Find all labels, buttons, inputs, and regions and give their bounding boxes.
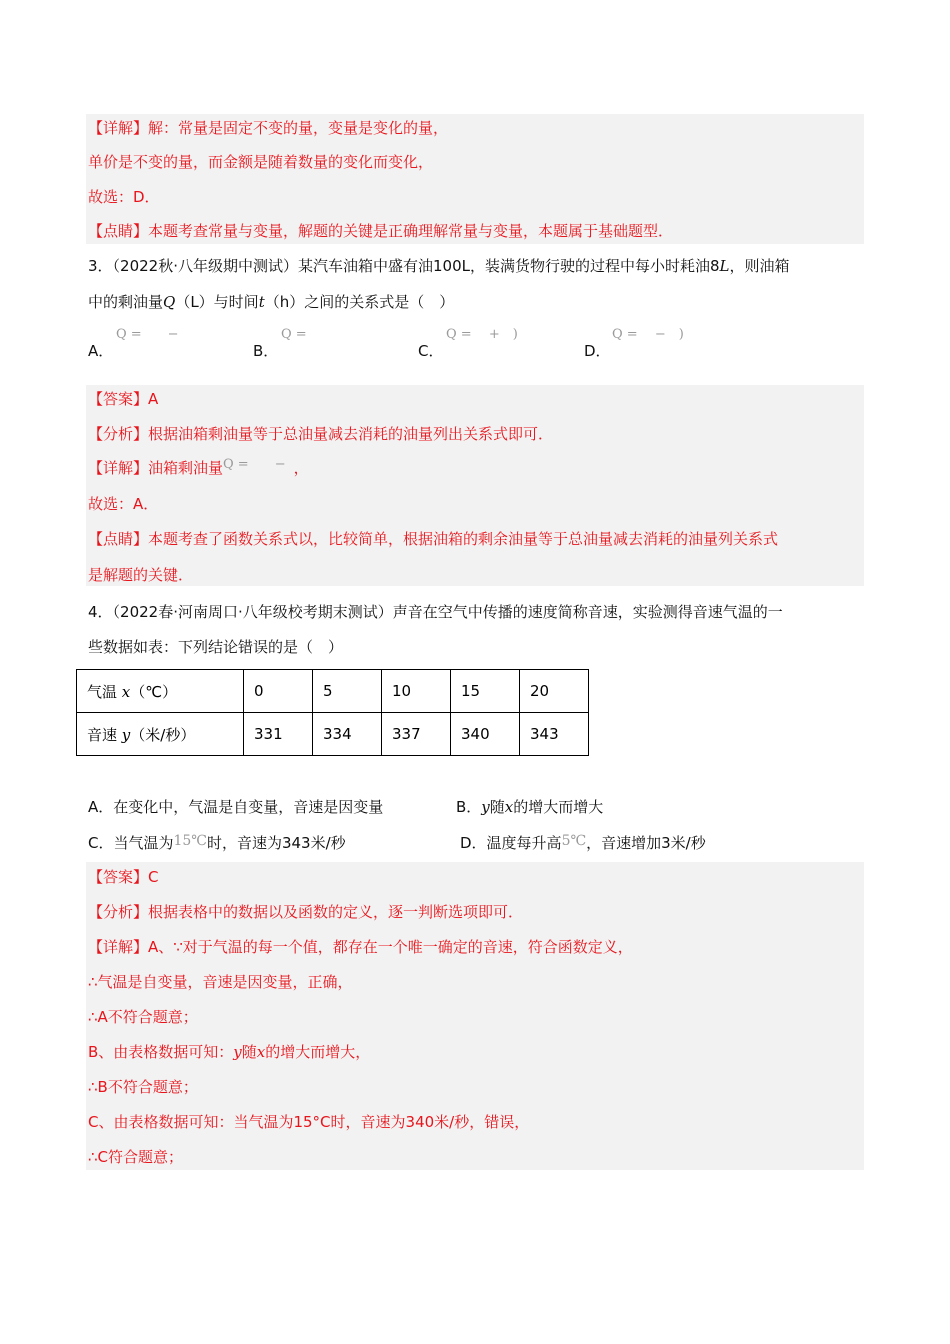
q4-option-d-text-b: ，音速增加3米/秒 <box>586 834 706 852</box>
q3-option-c-label: C． <box>418 342 444 360</box>
q3-option-a-label: A． <box>88 342 114 360</box>
q3-detail-end: ， <box>293 459 309 477</box>
q3-detail <box>88 458 309 480</box>
row-unit: （米/秒） <box>130 725 196 744</box>
q3-var-t: t <box>258 293 265 311</box>
table-cell: 337 <box>382 713 451 756</box>
row-unit: （℃） <box>130 682 178 701</box>
q4-detail4-mid: 随 <box>241 1043 257 1061</box>
q4-detail-line4 <box>88 1042 370 1062</box>
q3-stem-part-a: 中的剩油量 <box>88 293 164 311</box>
q4-detail-line3: ∴A不符合题意； <box>88 1008 198 1026</box>
q3-stem-line1 <box>88 256 790 276</box>
q4-stem-line1: 4．（2022春·河南周口·八年级校考期末测试）声音在空气中传播的速度简称音速，实验测得音速气温的一 <box>88 603 783 621</box>
q3-choice: 故选：A． <box>88 495 159 513</box>
table-row-temperature <box>77 670 589 713</box>
q4-detail-line5: ∴B不符合题意； <box>88 1078 198 1096</box>
table-cell: 10 <box>382 670 451 713</box>
q4-option-d-text-a: D．温度每升高 <box>460 834 562 852</box>
table-cell: 343 <box>520 713 589 756</box>
q4-option-d <box>460 833 706 854</box>
q3-option-d-label: D． <box>584 342 611 360</box>
table-cell: 20 <box>520 670 589 713</box>
temperature-sound-speed-table <box>76 669 589 756</box>
q4-analysis: 【分析】根据表格中的数据以及函数的定义，逐一判断选项即可． <box>88 903 524 921</box>
q4-option-c <box>88 833 346 854</box>
q4-detail4-var-y: y <box>233 1043 242 1061</box>
q2-detail-line1: 【详解】解：常量是固定不变的量，变量是变化的量， <box>88 119 449 137</box>
q2-choice: 故选：D． <box>88 188 160 206</box>
table-row-sound-speed <box>77 713 589 756</box>
q3-stem-text: 3．（2022秋·八年级期中测试）某汽车油箱中盛有油100L，装满货物行驶的过程中每小时耗油8 <box>88 257 720 275</box>
table-cell: 340 <box>451 713 520 756</box>
q4-detail4-end: 的增大而增大， <box>265 1043 371 1061</box>
q2-comment: 【点睛】本题考查常量与变量，解题的关键是正确理解常量与变量，本题属于基础题型． <box>88 222 674 240</box>
q4-detail4-var-x: x <box>256 1043 266 1061</box>
q4-option-c-text-b: 时，音速为343米/秒 <box>206 834 346 852</box>
q3-stem-part-c: （h）之间的关系式是（ ） <box>264 293 455 311</box>
q3-stem-end: ，则油箱 <box>729 257 790 275</box>
table-header-sound-speed <box>77 713 244 756</box>
q3-detail-formula: Q = − <box>223 457 286 472</box>
q4-option-b-mid: 随 <box>489 798 505 816</box>
row-label-text: 气温 <box>87 682 118 701</box>
q3-detail-text: 【详解】油箱剩油量 <box>88 459 224 477</box>
q4-option-c-text-a: C．当气温为 <box>88 834 174 852</box>
q4-detail4-text-a: B、由表格数据可知： <box>88 1043 234 1061</box>
q4-option-a: A．在变化中，气温是自变量，音速是因变量 <box>88 798 384 816</box>
q3-answer: 【答案】A <box>88 390 159 408</box>
q4-detail-line6: C、由表格数据可知：当气温为15°C时，音速为340米/秒，错误， <box>88 1113 530 1131</box>
q4-option-b-var-x: x <box>504 798 514 816</box>
q3-option-b-formula: Q = <box>281 327 307 342</box>
q4-option-b-var-y: y <box>481 798 490 816</box>
table-cell: 331 <box>244 713 313 756</box>
row-var-y: y <box>121 725 131 744</box>
q3-option-d-formula: Q = − ) <box>612 327 684 342</box>
table-cell: 334 <box>313 713 382 756</box>
row-var-x: x <box>121 682 131 701</box>
q2-detail-line2: 单价是不变的量，而金额是随着数量的变化而变化， <box>88 153 434 171</box>
q4-option-b-end: 的增大而增大 <box>513 798 604 816</box>
q4-option-b-label: B． <box>456 798 482 816</box>
table-cell: 5 <box>313 670 382 713</box>
q3-stem-line2 <box>88 292 454 312</box>
q3-option-c-formula: Q = + ) <box>446 327 518 342</box>
solution-block-q3 <box>86 385 864 586</box>
q3-var-L: L <box>719 257 730 275</box>
q3-comment-line2: 是解题的关键． <box>88 566 194 584</box>
q3-var-Q: Q <box>163 293 176 311</box>
q3-stem-part-b: （L）与时间 <box>175 293 259 311</box>
row-label-text: 音速 <box>87 725 118 744</box>
q4-detail-line2: ∴气温是自变量，音速是因变量，正确， <box>88 973 353 991</box>
q3-analysis: 【分析】根据油箱剩油量等于总油量减去消耗的油量列出关系式即可． <box>88 425 554 443</box>
q3-option-a-formula: Q = − <box>116 327 179 342</box>
q4-option-c-value: 15℃ <box>173 833 207 849</box>
q4-detail-line1: 【详解】A、∵对于气温的每一个值，都存在一个唯一确定的音速，符合函数定义， <box>88 938 633 956</box>
table-cell: 0 <box>244 670 313 713</box>
q4-detail-line7: ∴C符合题意； <box>88 1148 184 1166</box>
q4-answer: 【答案】C <box>88 868 159 886</box>
q4-option-b <box>456 797 603 817</box>
q4-option-d-value: 5℃ <box>561 833 587 849</box>
q3-option-b-label: B． <box>253 342 279 360</box>
q3-comment-line1: 【点睛】本题考查了函数关系式以，比较简单，根据油箱的剩余油量等于总油量减去消耗的油量列关系式 <box>88 530 779 548</box>
table-cell: 15 <box>451 670 520 713</box>
table-header-temperature <box>77 670 244 713</box>
q4-stem-line2: 些数据如表：下列结论错误的是（ ） <box>88 638 344 656</box>
